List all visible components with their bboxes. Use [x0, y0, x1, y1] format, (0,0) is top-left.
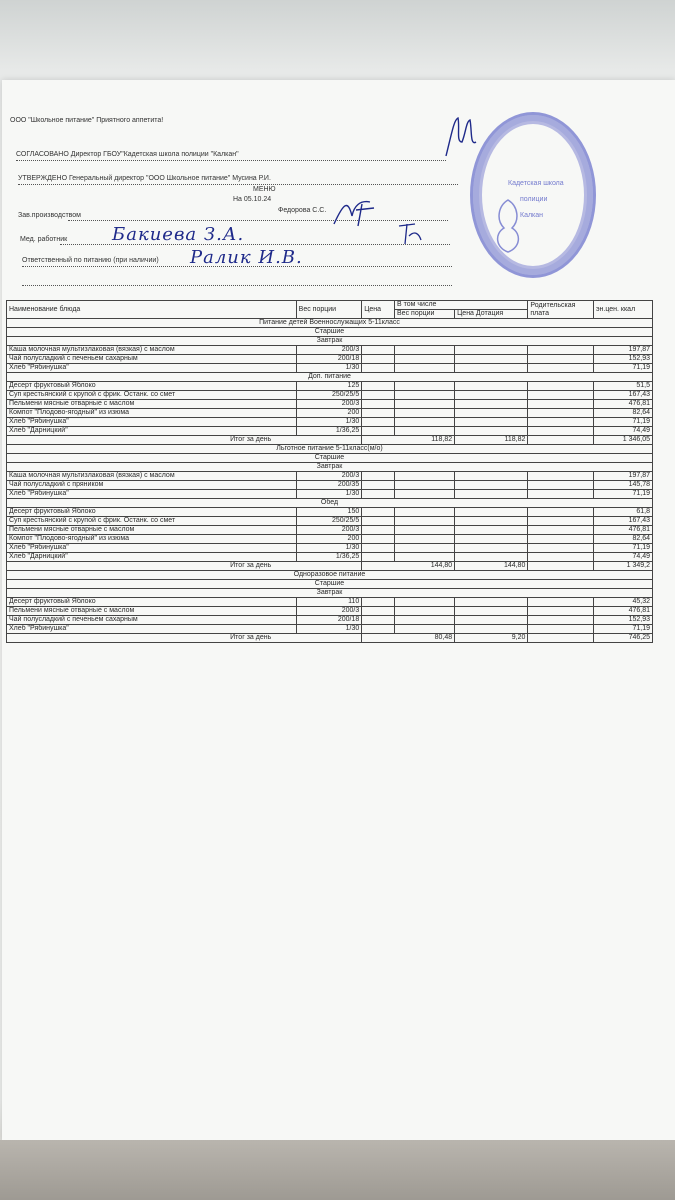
- parental-cell: [528, 535, 594, 544]
- total-energy: 1 349,2: [593, 562, 652, 571]
- dish-name: Чай полусладкий с печеньем сахарным: [7, 616, 297, 625]
- age-group-row: [7, 580, 653, 589]
- table-row: [7, 355, 653, 364]
- dish-name: Десерт фруктовый Яблоко: [7, 508, 297, 517]
- total-price: 144,80: [362, 562, 455, 571]
- inc-price-cell: [455, 427, 528, 436]
- inc-price-cell: [455, 418, 528, 427]
- price-cell: [362, 598, 395, 607]
- table-row: [7, 481, 653, 490]
- table-row: [7, 472, 653, 481]
- total-subsidy: 9,20: [455, 634, 528, 643]
- energy-value: 71,19: [593, 625, 652, 634]
- energy-value: 197,87: [593, 472, 652, 481]
- parental-cell: [528, 553, 594, 562]
- price-cell: [362, 418, 395, 427]
- meal-title: Доп. питание: [7, 373, 653, 382]
- inc-weight-cell: [395, 544, 455, 553]
- production-signature-icon: [330, 196, 380, 230]
- total-row: [7, 436, 653, 445]
- dish-name: Суп крестьянский с крупой с фрик. Останк. со смет: [7, 517, 297, 526]
- parental-cell: [528, 517, 594, 526]
- inc-price-cell: [455, 409, 528, 418]
- dish-name: Суп крестьянский с крупой с фрик. Останк. со смет: [7, 391, 297, 400]
- responsible-signature: Ралик И.В.: [190, 247, 303, 268]
- inc-weight-cell: [395, 400, 455, 409]
- parental-cell: [528, 481, 594, 490]
- parental-cell: [528, 391, 594, 400]
- table-row: [7, 526, 653, 535]
- portion-weight: 200/3: [296, 472, 362, 481]
- portion-weight: 250/25/5: [296, 517, 362, 526]
- director-signature-icon: [440, 112, 480, 162]
- price-cell: [362, 616, 395, 625]
- inc-weight-cell: [395, 427, 455, 436]
- inc-price-cell: [455, 535, 528, 544]
- table-row: [7, 553, 653, 562]
- total-price: 118,82: [362, 436, 455, 445]
- inc-weight-cell: [395, 508, 455, 517]
- age-group: Старшие: [7, 454, 653, 463]
- parental-cell: [528, 418, 594, 427]
- inc-price-cell: [455, 526, 528, 535]
- inc-price-cell: [455, 625, 528, 634]
- portion-weight: 200/18: [296, 616, 362, 625]
- energy-value: 152,93: [593, 616, 652, 625]
- medic-label: Мед. работник: [20, 236, 68, 243]
- blank-underline: [22, 285, 452, 286]
- price-cell: [362, 400, 395, 409]
- header-weight: Вес порции: [296, 301, 362, 319]
- portion-weight: 200/18: [296, 355, 362, 364]
- inc-weight-cell: [395, 598, 455, 607]
- inc-weight-cell: [395, 391, 455, 400]
- production-name: Федорова С.С.: [278, 207, 327, 214]
- price-cell: [362, 517, 395, 526]
- parental-cell: [528, 364, 594, 373]
- table-row: [7, 418, 653, 427]
- dish-name: Чай полусладкий с печеньем сахарным: [7, 355, 297, 364]
- dish-name: Хлеб "Рябинушка": [7, 418, 297, 427]
- price-cell: [362, 607, 395, 616]
- section-title-row: [7, 571, 653, 580]
- inc-weight-cell: [395, 481, 455, 490]
- table-row: [7, 364, 653, 373]
- parental-cell: [528, 544, 594, 553]
- portion-weight: 1/36,25: [296, 553, 362, 562]
- header-price: Цена: [362, 301, 395, 319]
- table-row: [7, 409, 653, 418]
- menu-date: На 05.10.24: [233, 196, 272, 203]
- energy-value: 82,64: [593, 409, 652, 418]
- inc-weight-cell: [395, 490, 455, 499]
- approved-underline: [16, 160, 446, 161]
- dish-name: Каша молочная мультизлаковая (вязкая) с маслом: [7, 472, 297, 481]
- portion-weight: 1/30: [296, 490, 362, 499]
- table-row: [7, 598, 653, 607]
- section-title: Льготное питание 5-11класс(м/о): [7, 445, 653, 454]
- portion-weight: 1/36,25: [296, 427, 362, 436]
- portion-weight: 200/3: [296, 400, 362, 409]
- inc-price-cell: [455, 553, 528, 562]
- inc-weight-cell: [395, 616, 455, 625]
- portion-weight: 1/30: [296, 418, 362, 427]
- dish-name: Десерт фруктовый Яблоко: [7, 598, 297, 607]
- table-row: [7, 508, 653, 517]
- header-inc-weight: Вес порции: [395, 310, 455, 319]
- price-cell: [362, 346, 395, 355]
- portion-weight: 1/30: [296, 364, 362, 373]
- parental-cell: [528, 508, 594, 517]
- parental-cell: [528, 409, 594, 418]
- production-label: Зав.производством: [18, 212, 81, 219]
- dish-name: Каша молочная мультизлаковая (вязкая) с маслом: [7, 346, 297, 355]
- inc-price-cell: [455, 544, 528, 553]
- price-cell: [362, 472, 395, 481]
- parental-cell: [528, 526, 594, 535]
- portion-weight: 200/3: [296, 526, 362, 535]
- inc-weight-cell: [395, 535, 455, 544]
- meal-title-row: [7, 589, 653, 598]
- approved-line: СОГЛАСОВАНО Директор ГБОУ"Кадетская школа полиции "Калкан": [16, 151, 239, 158]
- table-surface: [0, 1140, 675, 1200]
- price-cell: [362, 544, 395, 553]
- menu-table: [6, 300, 653, 643]
- table-row: [7, 391, 653, 400]
- price-cell: [362, 427, 395, 436]
- header-energy: эн.цен. ккал: [593, 301, 652, 319]
- total-row: [7, 634, 653, 643]
- dish-name: Пельмени мясные отварные с маслом: [7, 607, 297, 616]
- portion-weight: 1/30: [296, 625, 362, 634]
- parental-cell: [528, 382, 594, 391]
- total-energy: 1 346,05: [593, 436, 652, 445]
- dish-name: Десерт фруктовый Яблоко: [7, 382, 297, 391]
- price-cell: [362, 355, 395, 364]
- section-title: Питание детей Военнослужащих 5-11класс: [7, 319, 653, 328]
- production-underline: [68, 220, 448, 221]
- inc-price-cell: [455, 472, 528, 481]
- responsible-label: Ответственный по питанию (при наличии): [22, 257, 159, 264]
- total-price: 80,48: [362, 634, 455, 643]
- stamp-line-2: полиции: [520, 196, 548, 203]
- table-row: [7, 490, 653, 499]
- general-signature-icon: [395, 218, 425, 248]
- dish-name: Чай полусладкий с пряником: [7, 481, 297, 490]
- inc-weight-cell: [395, 409, 455, 418]
- header-including: В том числе: [395, 301, 528, 310]
- inc-price-cell: [455, 355, 528, 364]
- parental-cell: [528, 616, 594, 625]
- price-cell: [362, 364, 395, 373]
- inc-weight-cell: [395, 625, 455, 634]
- header-parental: Родительская плата: [528, 301, 594, 319]
- energy-value: 476,81: [593, 400, 652, 409]
- inc-price-cell: [455, 616, 528, 625]
- price-cell: [362, 490, 395, 499]
- portion-weight: 1/30: [296, 544, 362, 553]
- meal-title-row: [7, 337, 653, 346]
- price-cell: [362, 481, 395, 490]
- inc-price-cell: [455, 598, 528, 607]
- inc-price-cell: [455, 517, 528, 526]
- inc-weight-cell: [395, 607, 455, 616]
- parental-cell: [528, 472, 594, 481]
- inc-weight-cell: [395, 364, 455, 373]
- inc-weight-cell: [395, 526, 455, 535]
- parental-cell: [528, 427, 594, 436]
- energy-value: 45,32: [593, 598, 652, 607]
- inc-weight-cell: [395, 553, 455, 562]
- price-cell: [362, 382, 395, 391]
- confirmed-underline: [18, 184, 458, 185]
- parental-cell: [528, 355, 594, 364]
- parental-cell: [528, 490, 594, 499]
- inc-weight-cell: [395, 418, 455, 427]
- inc-price-cell: [455, 346, 528, 355]
- inc-price-cell: [455, 382, 528, 391]
- inc-weight-cell: [395, 382, 455, 391]
- dish-name: Хлеб "Дарницкий": [7, 553, 297, 562]
- age-group-row: [7, 454, 653, 463]
- dish-name: Хлеб "Рябинушка": [7, 364, 297, 373]
- price-cell: [362, 535, 395, 544]
- portion-weight: 200/35: [296, 481, 362, 490]
- dish-name: Хлеб "Рябинушка": [7, 625, 297, 634]
- total-row: [7, 562, 653, 571]
- medic-signature: Бакиева З.А.: [112, 224, 245, 245]
- parental-cell: [528, 625, 594, 634]
- total-parental: [528, 562, 594, 571]
- meal-title-row: [7, 373, 653, 382]
- section-title: Одноразовое питание: [7, 571, 653, 580]
- section-title-row: [7, 445, 653, 454]
- table-row: [7, 607, 653, 616]
- portion-weight: 110: [296, 598, 362, 607]
- stamp-emblem-icon: [488, 196, 528, 256]
- price-cell: [362, 391, 395, 400]
- energy-value: 74,49: [593, 553, 652, 562]
- inc-weight-cell: [395, 517, 455, 526]
- portion-weight: 200: [296, 535, 362, 544]
- dish-name: Пельмени мясные отварные с маслом: [7, 400, 297, 409]
- confirmed-line: УТВЕРЖДЕНО Генеральный директор "ООО Школьное питание" Мусина Р.И.: [18, 175, 271, 182]
- dish-name: Пельмени мясные отварные с маслом: [7, 526, 297, 535]
- total-subsidy: 144,80: [455, 562, 528, 571]
- portion-weight: 200: [296, 409, 362, 418]
- meal-title: Завтрак: [7, 463, 653, 472]
- dish-name: Хлеб "Рябинушка": [7, 490, 297, 499]
- table-row: [7, 544, 653, 553]
- table-row: [7, 517, 653, 526]
- total-subsidy: 118,82: [455, 436, 528, 445]
- price-cell: [362, 409, 395, 418]
- parental-cell: [528, 346, 594, 355]
- inc-price-cell: [455, 607, 528, 616]
- total-energy: 746,25: [593, 634, 652, 643]
- energy-value: 197,87: [593, 346, 652, 355]
- energy-value: 145,78: [593, 481, 652, 490]
- table-row: [7, 427, 653, 436]
- energy-value: 476,81: [593, 607, 652, 616]
- table-row: [7, 625, 653, 634]
- table-row: [7, 382, 653, 391]
- inc-weight-cell: [395, 472, 455, 481]
- total-parental: [528, 634, 594, 643]
- energy-value: 152,93: [593, 355, 652, 364]
- meal-title-row: [7, 499, 653, 508]
- energy-value: 476,81: [593, 526, 652, 535]
- dish-name: Хлеб "Рябинушка": [7, 544, 297, 553]
- meal-title: Завтрак: [7, 589, 653, 598]
- inc-weight-cell: [395, 355, 455, 364]
- header-name: Наименование блюда: [7, 301, 297, 319]
- energy-value: 51,5: [593, 382, 652, 391]
- total-label: Итог за день: [7, 436, 362, 445]
- total-label: Итог за день: [7, 634, 362, 643]
- price-cell: [362, 508, 395, 517]
- table-row: [7, 346, 653, 355]
- age-group: Старшие: [7, 328, 653, 337]
- total-label: Итог за день: [7, 562, 362, 571]
- meal-title-row: [7, 463, 653, 472]
- stamp-line-1: Кадетская школа: [508, 180, 564, 187]
- portion-weight: 250/25/5: [296, 391, 362, 400]
- section-title-row: [7, 319, 653, 328]
- table-row: [7, 535, 653, 544]
- energy-value: 167,43: [593, 391, 652, 400]
- meal-title: Обед: [7, 499, 653, 508]
- menu-title: МЕНЮ: [253, 186, 276, 193]
- parental-cell: [528, 400, 594, 409]
- energy-value: 167,43: [593, 517, 652, 526]
- inc-weight-cell: [395, 346, 455, 355]
- portion-weight: 125: [296, 382, 362, 391]
- parental-cell: [528, 598, 594, 607]
- energy-value: 82,64: [593, 535, 652, 544]
- table-header-row: [7, 301, 653, 310]
- dish-name: Компот "Плодово-ягодный" из изюма: [7, 409, 297, 418]
- energy-value: 71,19: [593, 418, 652, 427]
- inc-price-cell: [455, 364, 528, 373]
- price-cell: [362, 625, 395, 634]
- meal-title: Завтрак: [7, 337, 653, 346]
- price-cell: [362, 553, 395, 562]
- age-group-row: [7, 328, 653, 337]
- price-cell: [362, 526, 395, 535]
- org-line: ООО "Школьное питание" Приятного аппетита!: [10, 117, 164, 124]
- parental-cell: [528, 607, 594, 616]
- inc-price-cell: [455, 400, 528, 409]
- inc-price-cell: [455, 391, 528, 400]
- energy-value: 61,8: [593, 508, 652, 517]
- energy-value: 74,49: [593, 427, 652, 436]
- energy-value: 71,19: [593, 544, 652, 553]
- portion-weight: 200/3: [296, 607, 362, 616]
- inc-price-cell: [455, 508, 528, 517]
- dish-name: Компот "Плодово-ягодный" из изюма: [7, 535, 297, 544]
- dish-name: Хлеб "Дарницкий": [7, 427, 297, 436]
- total-parental: [528, 436, 594, 445]
- table-row: [7, 616, 653, 625]
- portion-weight: 200/3: [296, 346, 362, 355]
- table-row: [7, 400, 653, 409]
- stamp-line-3: Калкан: [520, 212, 544, 219]
- energy-value: 71,19: [593, 364, 652, 373]
- portion-weight: 150: [296, 508, 362, 517]
- inc-price-cell: [455, 481, 528, 490]
- energy-value: 71,19: [593, 490, 652, 499]
- age-group: Старшие: [7, 580, 653, 589]
- header-inc-price: Цена Дотация: [455, 310, 528, 319]
- inc-price-cell: [455, 490, 528, 499]
